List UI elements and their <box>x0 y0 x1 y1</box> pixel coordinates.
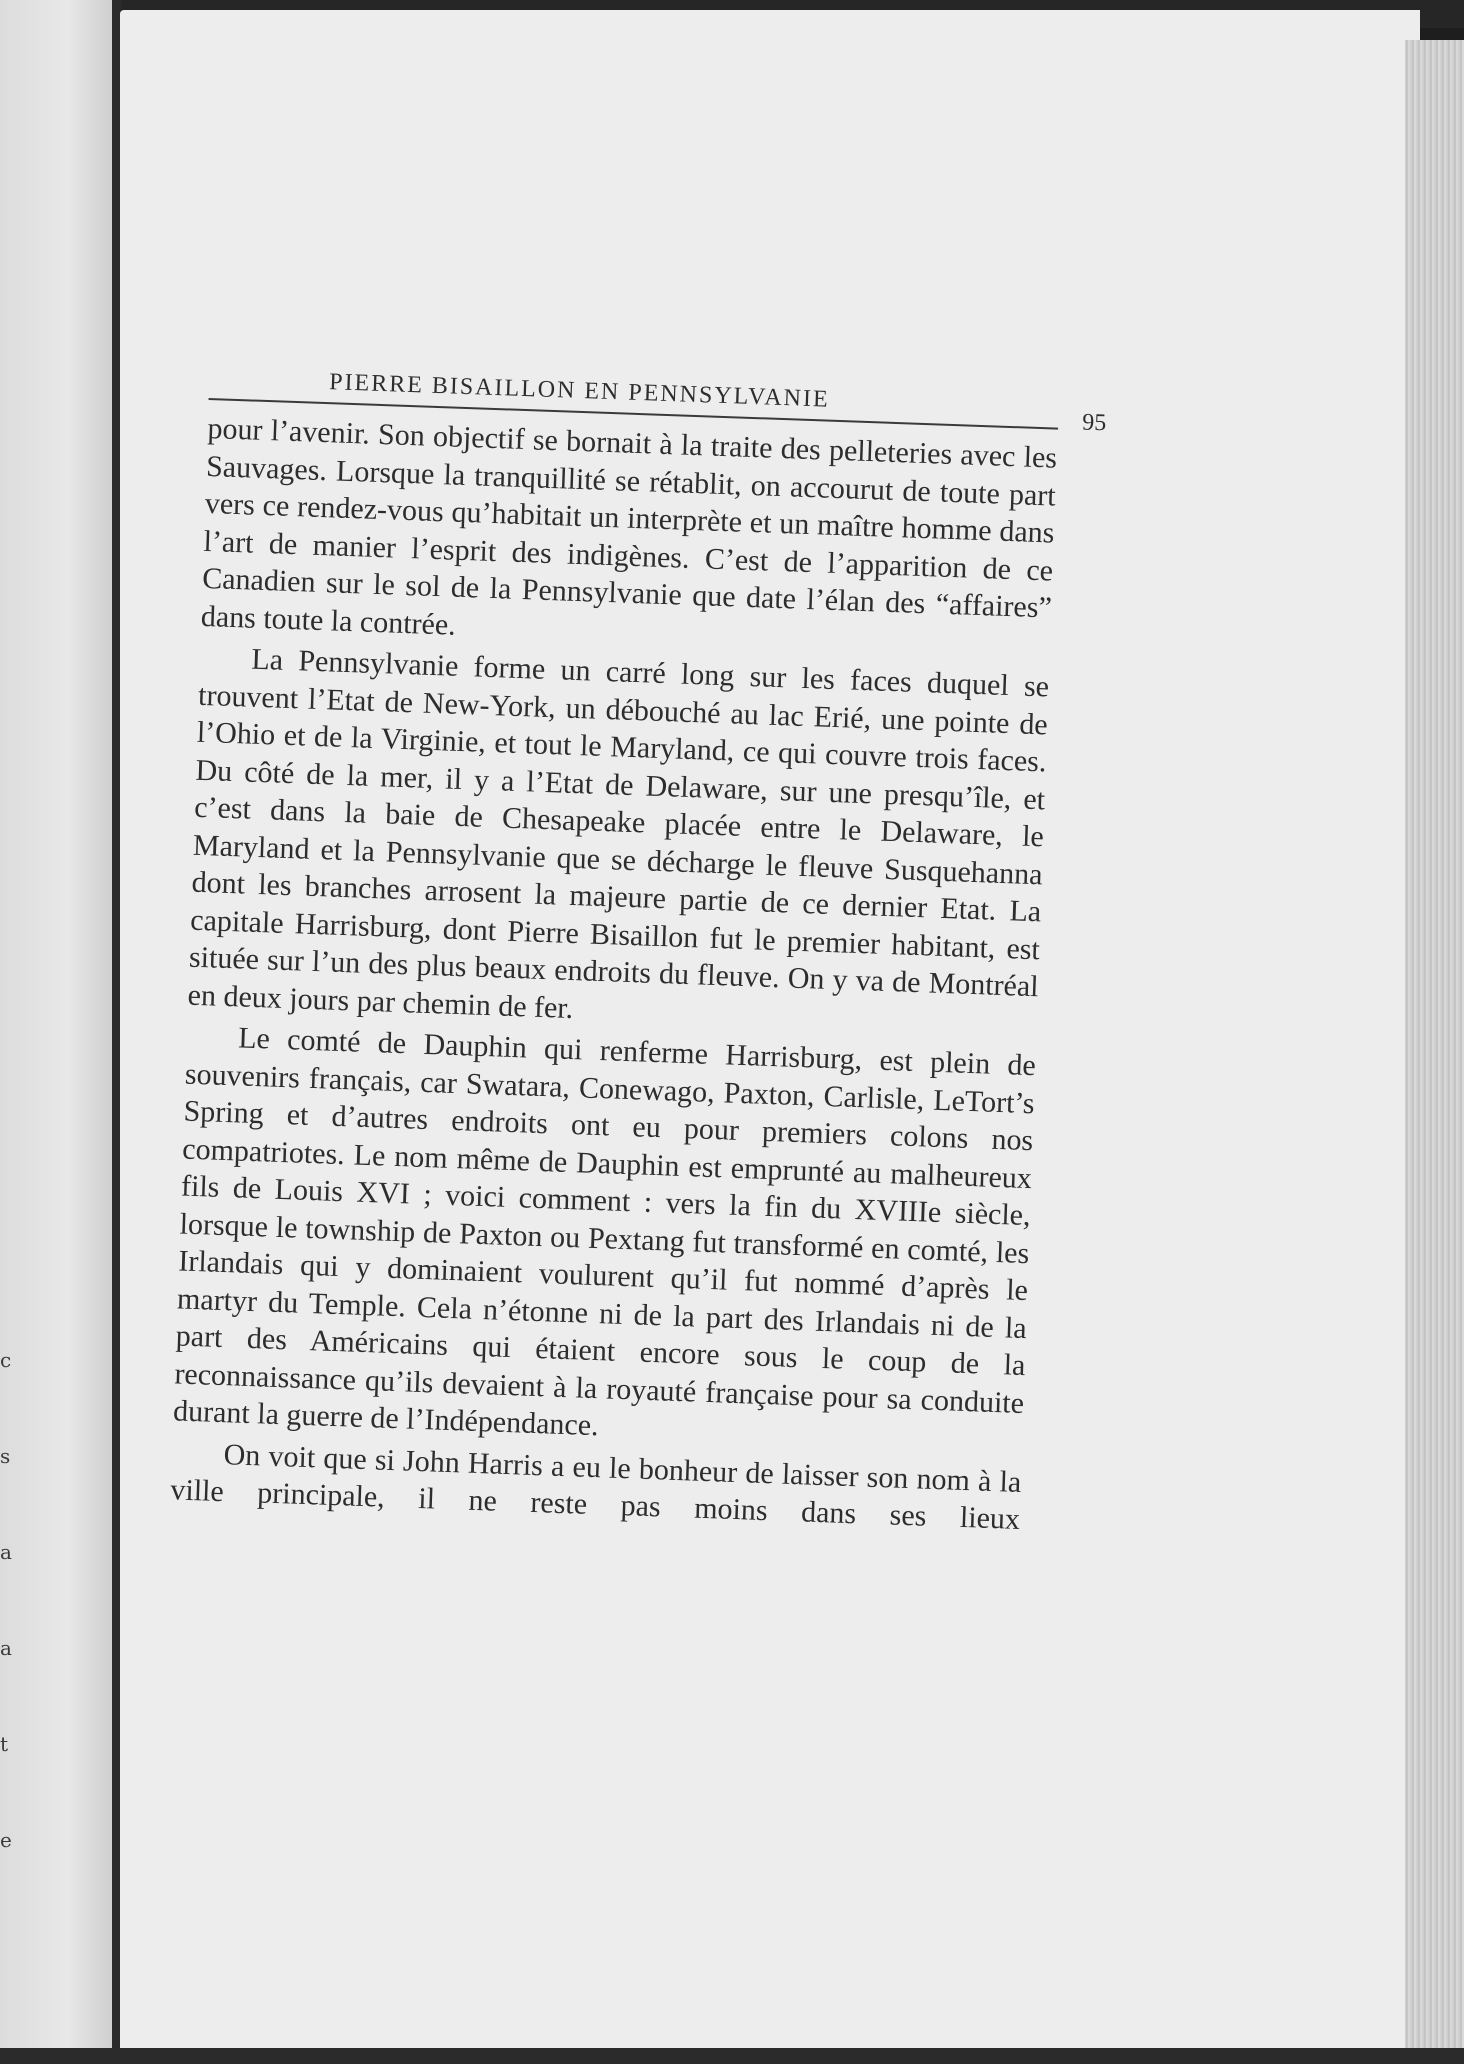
page-text-block <box>169 358 1107 1538</box>
scanner-background-bottom <box>0 2048 1464 2064</box>
left-fragment: e <box>0 1828 12 1852</box>
left-fragment: c <box>0 1348 12 1372</box>
left-fragment: t <box>0 1732 9 1756</box>
page-number: 95 <box>1081 409 1107 437</box>
left-page-edge <box>0 0 112 2064</box>
running-title: PIERRE BISAILLON EN PENNSYLVANIE <box>328 369 831 413</box>
left-fragment: a <box>0 1540 12 1564</box>
page-stack-edges <box>1405 40 1464 2064</box>
paragraph-pennsylvanie: La Pennsylvanie forme un carré long sur les faces duquel se trouvent l’Etat de New-York, un débouché au lac Erié, une pointe de l’Ohio et de la Virginie, et tout le Maryland, ce qui couvre trois faces. Du côté de la mer, il y a l’Etat de Delaware, sur une presqu’île, et c’est dans la baie de Chesapeake placée entre le Delaware, le Maryland et la Pennsylvanie que se décharge le fleuve Susquehanna dont les branches arrosent la majeure partie de ce dernier Etat. La capitale Harrisburg, dont Pierre Bisaillon fut le premier habitant, est située sur l’un des plus beaux endroits du fleuve. On y va de Montréal en deux jours par chemin de fer. <box>187 642 1050 1025</box>
paragraph-continuation: pour l’avenir. Son objectif se bornait à la traite des pelleteries avec les Sauvages. Lorsque la tranquillité se rétablit, on accourut de toute part vers ce rendez-vous qu’habitait un interprète et un maître homme dans l’art de manier l’esprit des indigènes. C’est de l’apparition de ce Canadien sur le sol de la Pennsylvanie que date l’élan des “affaires” dans toute la contrée. <box>200 411 1058 642</box>
left-fragment: s <box>0 1444 11 1468</box>
paragraph-john-harris: On voit que si John Harris a eu le bonheur de laisser son nom à la ville principale, il ne reste pas moins dans ses lieux <box>169 1437 1022 1536</box>
left-fragment: a <box>0 1636 12 1660</box>
left-page-text-fragments <box>0 1280 14 1920</box>
paragraph-comte-dauphin: Le comté de Dauphin qui renferme Harrisburg, est plein de souvenirs français, car Swatara, Conewago, Paxton, Carlisle, LeTort’s Spring et d’autres endroits ont eu pour premiers colons nos compatriotes. Le nom même de Dauphin est emprunté au malheureux fils de Louis XVI ; voici comment : vers la fin du XVIIIe siècle, lorsque le township de Paxton ou Pextang fut transformé en comté, les Irlandais qui y dominaient voulurent qu’il fut nommé d’après le martyr du Temple. Cela n’étonne ni de la part des Irlandais ni de la part des Américains qui étaient encore sous le coup de la reconnaissance qu’ils devaient à la royauté française pour sa conduite durant la guerre de l’Indépendance. <box>172 1021 1037 1443</box>
